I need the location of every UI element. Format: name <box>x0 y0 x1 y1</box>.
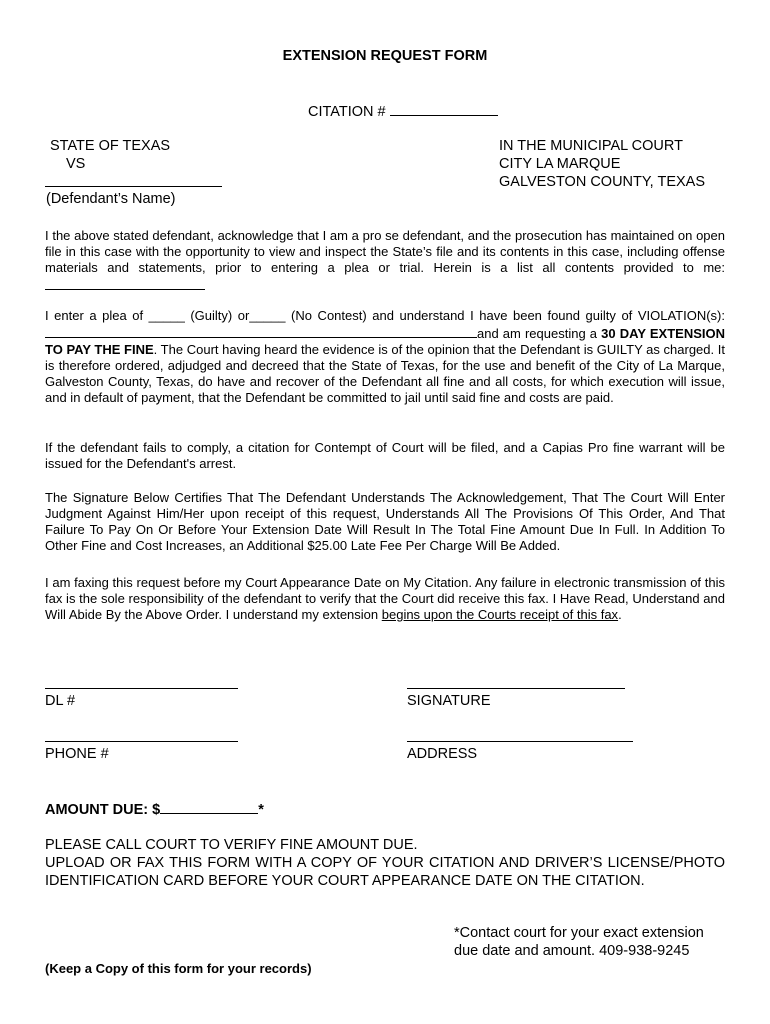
plea-text: I enter a plea of _____ (Guilty) or_____ (No Contest) and understand I have been found guilty of VIOLATION(s): <box>45 308 725 323</box>
form-title: EXTENSION REQUEST FORM <box>282 48 488 64</box>
defendant-name-line[interactable] <box>45 186 222 187</box>
amount-due <box>45 799 264 818</box>
address-label: ADDRESS <box>407 746 478 762</box>
dl-line[interactable] <box>45 688 238 689</box>
plea-request-text: and am requesting a <box>477 326 602 341</box>
phone-line[interactable] <box>45 741 238 742</box>
notice-block <box>45 836 725 890</box>
signature-line[interactable] <box>407 688 625 689</box>
contempt-paragraph: If the defendant fails to comply, a citation for Contempt of Court will be filed, and a Capias Pro fine warrant will be issued for the Defendant's arrest. <box>45 440 725 471</box>
fax-text: I am faxing this request before my Court Appearance Date on My Citation. Any failure in electronic transmission of this fax is the sole responsibility of the defendant to verify that the Court did receive this fax. I Have Read, Understand and Will Abide By the Above Order. I understand my extension <box>45 575 725 622</box>
state-of-texas: STATE OF TEXAS <box>50 138 171 154</box>
dl-label: DL # <box>45 693 76 709</box>
fax-receipt-underlined: begins upon the Courts receipt of this fax <box>381 607 619 622</box>
acknowledgement-paragraph <box>45 228 725 294</box>
left-caption <box>50 137 170 173</box>
fax-paragraph <box>45 575 725 623</box>
court-city: CITY LA MARQUE <box>499 156 621 172</box>
phone-label: PHONE # <box>45 746 109 762</box>
signature-label: SIGNATURE <box>407 693 491 709</box>
amount-due-label: AMOUNT DUE: $ <box>45 802 161 818</box>
versus: VS <box>66 156 86 172</box>
fax-period: . <box>618 607 622 622</box>
citation-number-blank[interactable] <box>390 101 498 116</box>
violations-line[interactable] <box>45 324 477 338</box>
amount-due-asterisk: * <box>258 802 264 818</box>
plea-paragraph <box>45 308 725 406</box>
certification-paragraph: The Signature Below Certifies That The Defendant Understands The Acknowledgement, That The Court Will Enter Judgment Against Him/Her upon receipt of this request, Understands All The Provisions Of This Order, And That Failure To Pay On Or Before Your Extension Date Will Result In The Total Fine Amount Due In Full. In Addition To Other Fine and Cost Increases, an Additional $25.00 Late Fee Per Charge Will Be Added. <box>45 490 725 553</box>
notice-upload: UPLOAD OR FAX THIS FORM WITH A COPY OF YOUR CITATION AND DRIVER’S LICENSE/PHOTO IDENTIFICATION CARD BEFORE YOUR COURT APPEARANCE DATE ON THE CITATION. <box>45 855 725 889</box>
contact-note <box>454 924 704 960</box>
amount-due-blank[interactable] <box>160 799 258 814</box>
contact-line-1: *Contact court for your exact extension <box>454 925 704 941</box>
acknowledgement-text: I the above stated defendant, acknowledge that I am a pro se defendant, and the prosecution has maintained on open file in this case with the opportunity to view and inspect the State’s file and its contents in this case, including offense materials and statements, prior to entering a plea or trial. Herein is a list all contents provided to me: <box>45 228 725 275</box>
extension-emphasis: 30 DAY EXTENSION TO PAY THE FINE <box>45 326 725 357</box>
contact-line-2: due date and amount. 409-938-9245 <box>454 943 690 959</box>
address-line[interactable] <box>407 741 633 742</box>
court-caption <box>499 137 705 191</box>
court-county: GALVESTON COUNTY, TEXAS <box>499 174 706 190</box>
contents-list-line[interactable] <box>45 276 205 290</box>
keep-copy-note: (Keep a Copy of this form for your records) <box>45 961 312 976</box>
court-name: IN THE MUNICIPAL COURT <box>499 138 683 154</box>
citation-number <box>308 101 498 120</box>
plea-order-text: . The Court having heard the evidence is of the opinion that the Defendant is GUILTY as charged. It is therefore ordered, adjudged and decreed that the State of Texas, for the use and benefit of the City of La Marque, Galveston County, Texas, do have and recover of the Defendant all fine and all costs, for which execution will issue, and in default of payment, that the Defendant be committed to jail until said fine and costs are paid. <box>45 342 725 405</box>
citation-label: CITATION # <box>308 104 386 120</box>
notice-verify: PLEASE CALL COURT TO VERIFY FINE AMOUNT DUE. <box>45 837 418 853</box>
defendant-name-label: (Defendant’s Name) <box>46 191 176 207</box>
